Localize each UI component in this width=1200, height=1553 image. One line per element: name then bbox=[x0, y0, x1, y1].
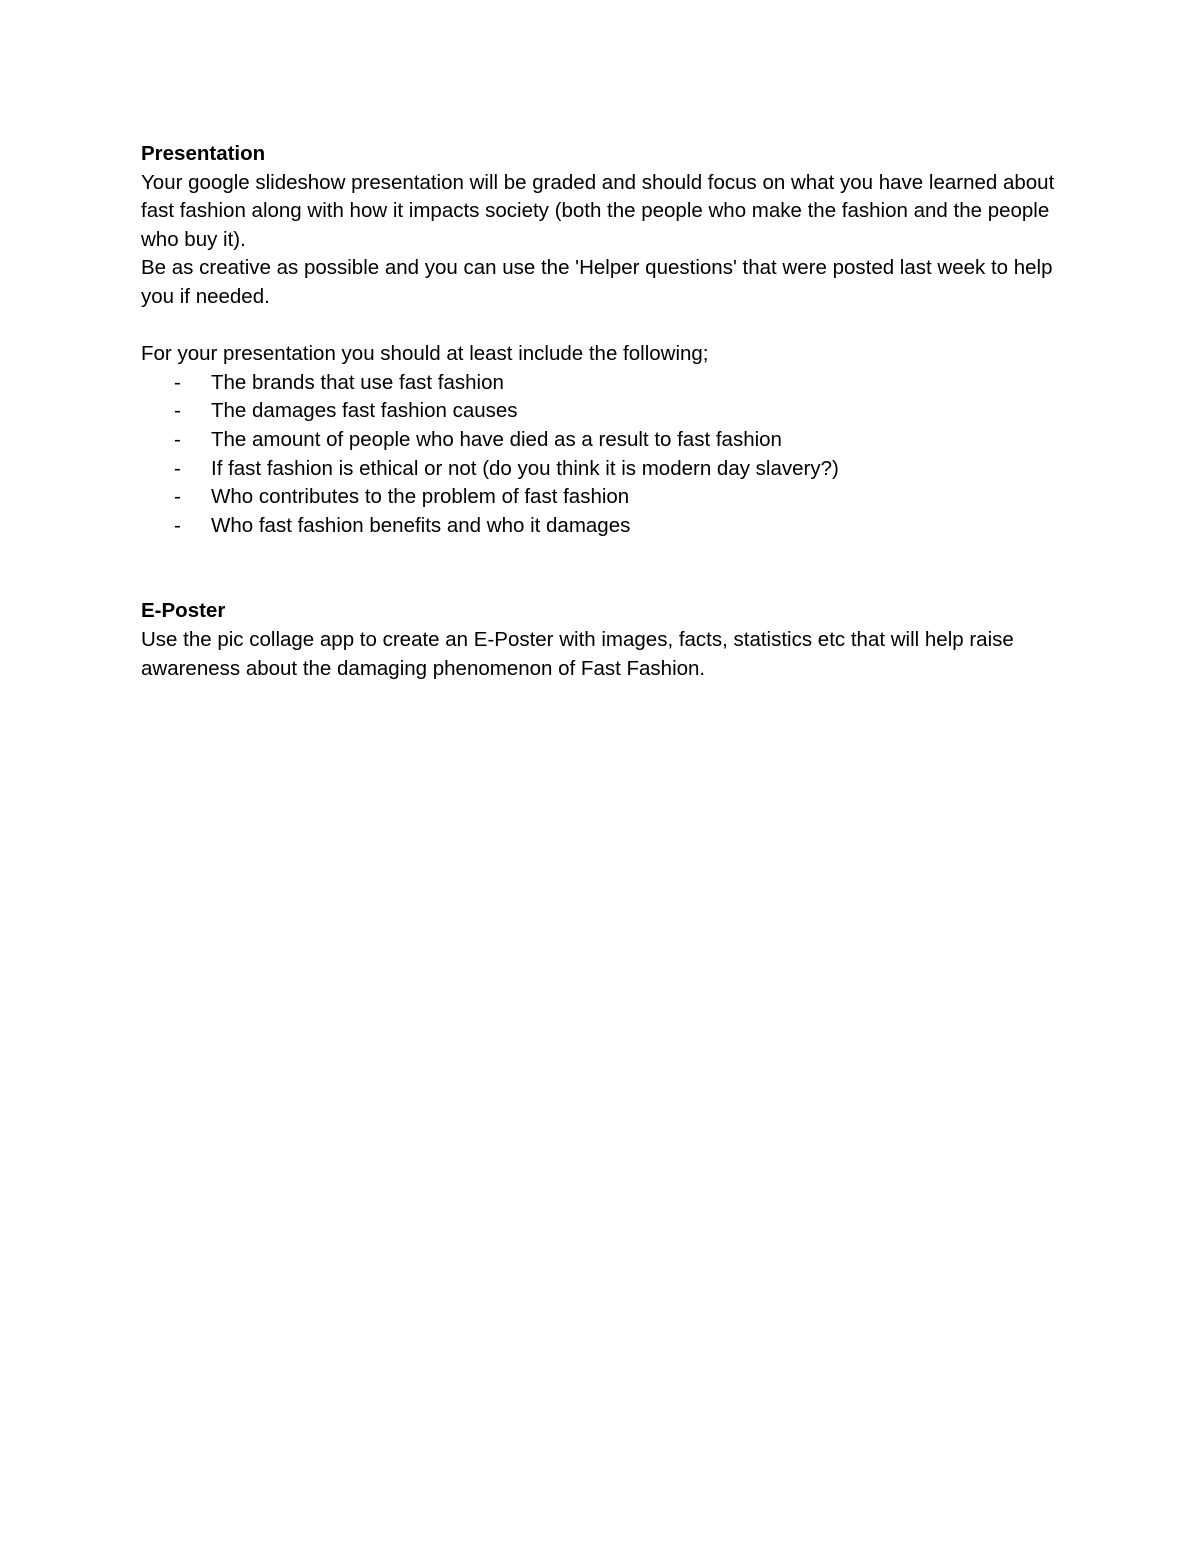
dash-bullet: - bbox=[174, 456, 181, 480]
dash-bullet: - bbox=[174, 513, 181, 537]
dash-bullet: - bbox=[174, 485, 181, 509]
list-item bbox=[141, 369, 1071, 398]
list-item bbox=[141, 426, 1071, 455]
dash-bullet: - bbox=[174, 370, 181, 394]
presentation-intro: For your presentation you should at least include the following; bbox=[141, 342, 709, 366]
list-item-text: Who fast fashion benefits and who it damages bbox=[211, 513, 631, 537]
presentation-paragraph-1: Your google slideshow presentation will be graded and should focus on what you have learned about fast fashion along with how it impacts society (both the people who make the fashion and the people who buy it). bbox=[141, 170, 1055, 251]
list-item bbox=[141, 512, 1071, 541]
list-item bbox=[141, 397, 1071, 426]
document-body bbox=[141, 140, 1071, 683]
presentation-section bbox=[141, 140, 1071, 540]
list-item-text: If fast fashion is ethical or not (do you think it is modern day slavery?) bbox=[211, 456, 839, 480]
list-item-text: The amount of people who have died as a result to fast fashion bbox=[211, 427, 782, 451]
presentation-paragraph-2: Be as creative as possible and you can use the 'Helper questions' that were posted last week to help you if needed. bbox=[141, 256, 1053, 308]
list-item-text: The brands that use fast fashion bbox=[211, 370, 504, 394]
list-item-text: Who contributes to the problem of fast fashion bbox=[211, 485, 630, 509]
list-item bbox=[141, 483, 1071, 512]
dash-bullet: - bbox=[174, 399, 181, 423]
blank-line bbox=[141, 312, 1071, 341]
list-item bbox=[141, 455, 1071, 484]
list-item-text: The damages fast fashion causes bbox=[211, 399, 518, 423]
eposter-paragraph: Use the pic collage app to create an E-Poster with images, facts, statistics etc that will help raise awareness about the damaging phenomenon of Fast Fashion. bbox=[141, 627, 1014, 680]
section-spacer bbox=[141, 540, 1071, 597]
eposter-section bbox=[141, 597, 1071, 683]
presentation-heading: Presentation bbox=[141, 142, 266, 165]
dash-bullet: - bbox=[174, 427, 181, 451]
requirements-list bbox=[141, 369, 1071, 541]
eposter-heading: E-Poster bbox=[141, 599, 226, 623]
